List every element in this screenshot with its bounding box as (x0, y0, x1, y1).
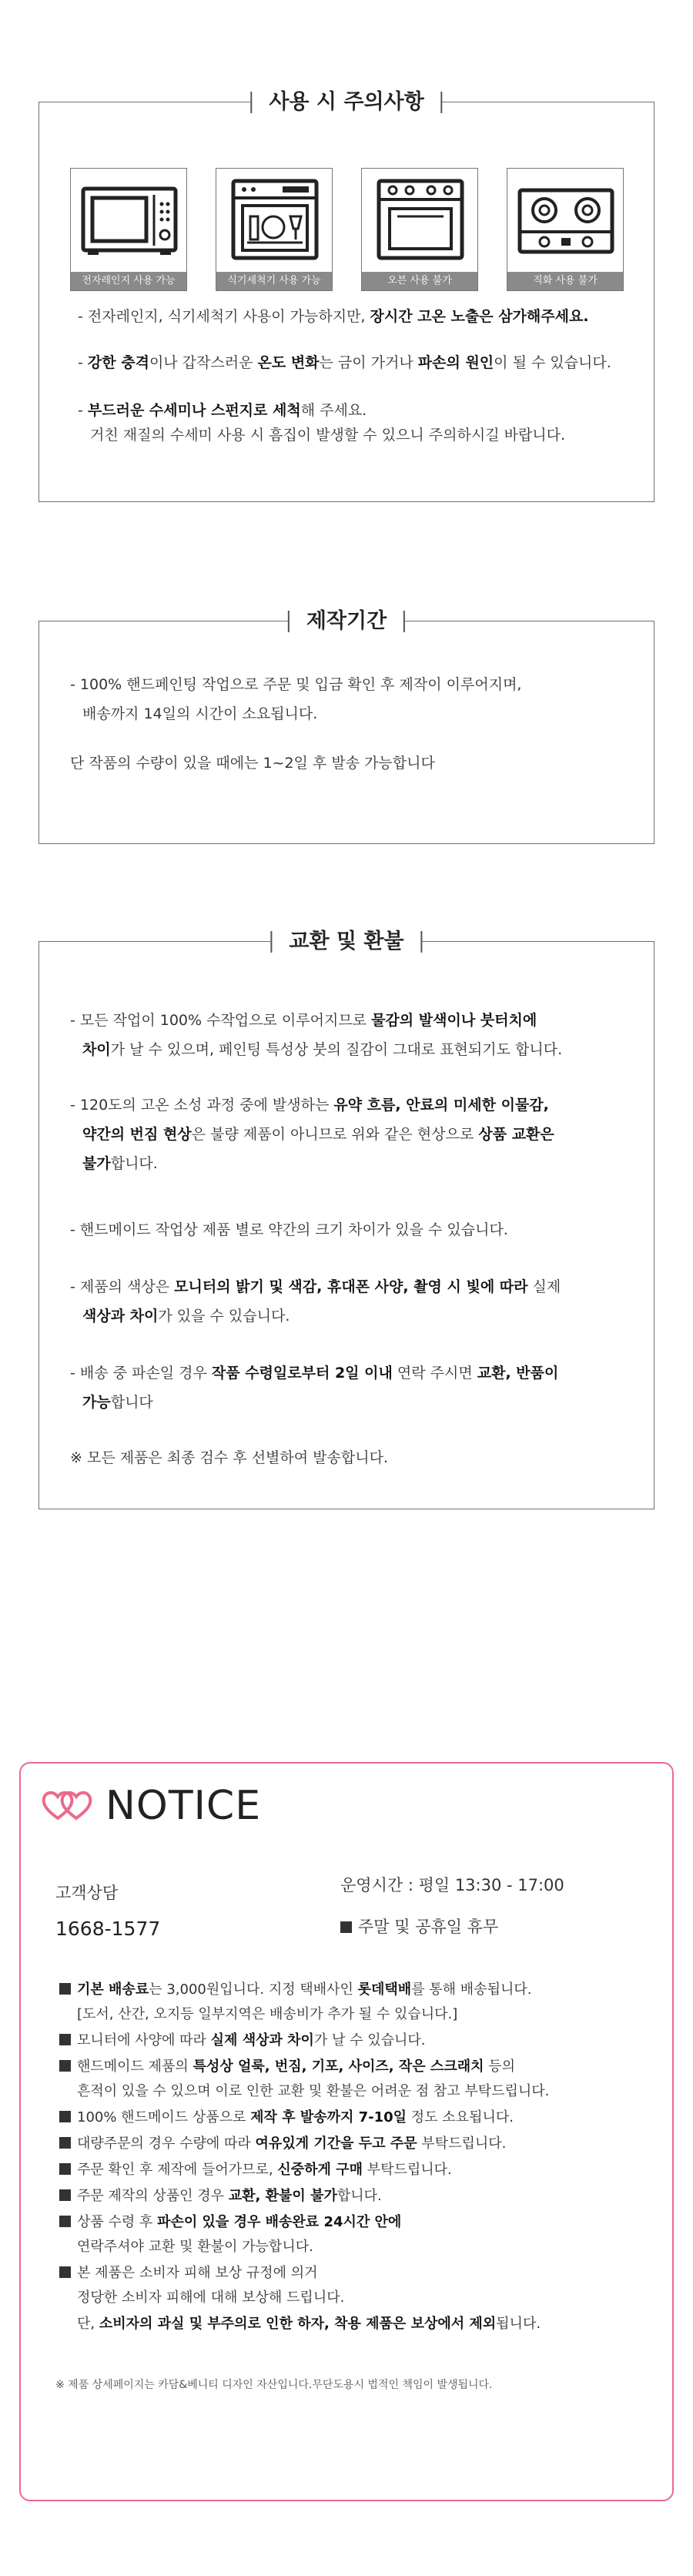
notice-text: 됩니다. (496, 2316, 541, 2332)
notice-text: 가 날 수 있습니다. (313, 2032, 426, 2048)
caution-line-3-text: 해 주세요. (300, 402, 367, 419)
notice-bold: 소비자의 과실 및 부주의로 인한 하자, 착용 제품은 보상에서 제외 (99, 2316, 497, 2332)
caution-line-2-bold: 온도 변화 (257, 354, 320, 371)
notice-bold: 파손이 있을 경우 배송완료 24시간 안에 (157, 2214, 402, 2230)
exchange-text: 은 불량 제품이 아니므로 위와 같은 현상으로 (191, 1126, 479, 1143)
microwave-icon (80, 178, 179, 261)
exchange-bold: 유약 흐름, 안료의 미세한 이물감, (333, 1097, 549, 1114)
exchange-text: 실제 (527, 1278, 561, 1295)
notice-text: 핸드메이드 제품의 (77, 2058, 193, 2075)
bullet-icon (59, 2060, 71, 2072)
notice-bold: 특성상 얼룩, 번짐, 기포, 사이즈, 작은 스크래치 (192, 2058, 484, 2075)
notice-text: 정당한 소비자 피해에 대해 보상해 드립니다. (77, 2290, 345, 2306)
bullet-icon (340, 1921, 352, 1933)
caution-line-2-bold: 파손의 원인 (417, 354, 494, 371)
caution-line-1 (78, 304, 589, 329)
exchange-bold: 모니터의 밝기 및 색감, 휴대폰 사양, 촬영 시 빛에 따라 (174, 1278, 528, 1295)
notice-text: 본 제품은 소비자 피해 보상 규정에 의거 (77, 2265, 318, 2281)
double-heart-icon (41, 1789, 95, 1823)
oven-card (361, 168, 478, 291)
notice-text: [도서, 산간, 오지등 일부지역은 배송비가 추가 될 수 있습니다.] (77, 2006, 458, 2022)
caution-line-2-bold: 강한 충격 (87, 354, 149, 371)
production-line-1: - 100% 핸드페인팅 작업으로 주문 및 입금 확인 후 제작이 이루어지며, (70, 676, 522, 693)
microwave-label: 전자레인지 사용 가능 (71, 272, 186, 290)
caution-section (38, 90, 654, 502)
caution-line-2-text: - (78, 354, 88, 371)
bullet-icon (59, 2189, 71, 2201)
notice-text: 100% 핸드메이드 상품으로 (77, 2109, 251, 2125)
notice-bold: 제작 후 발송까지 7-10일 (250, 2109, 407, 2125)
cs-label: 고객상담 (55, 1884, 119, 1902)
notice-bold: 여유있게 기간을 두고 주문 (255, 2136, 417, 2152)
exchange-title: 교환 및 환불 (270, 926, 422, 957)
exchange-section (38, 930, 654, 1509)
notice-text: 상품 수령 후 (77, 2214, 158, 2230)
bullet-icon (59, 2163, 71, 2175)
exchange-p4-line2 (82, 1304, 290, 1328)
exchange-bold: 물감의 발색이나 붓터치에 (371, 1012, 537, 1029)
production-section (38, 609, 654, 844)
notice-item (59, 2132, 506, 2156)
notice-item (77, 2079, 549, 2104)
notice-text: 는 3,000원입니다. 지정 택배사인 (149, 1981, 358, 1998)
bullet-icon (59, 2111, 71, 2122)
notice-text: 부탁드립니다. (417, 2136, 507, 2152)
notice-bold: 실제 색상과 차이 (210, 2032, 314, 2048)
caution-line-2 (78, 350, 611, 375)
exchange-text: - 120도의 고온 소성 과정 중에 발생하는 (70, 1097, 334, 1114)
notice-item (77, 2312, 541, 2336)
holiday-notice (340, 1914, 498, 1938)
exchange-text: 가 날 수 있으며, 페인팅 특성상 붓의 질감이 그대로 표현되기도 합니다. (110, 1041, 563, 1058)
exchange-text: 가 있을 수 있습니다. (158, 1308, 290, 1325)
notice-text: 를 통해 배송됩니다. (411, 1981, 532, 1998)
dishwasher-card (216, 168, 333, 291)
exchange-p5-line1 (70, 1361, 558, 1385)
notice-bold: 롯데택배 (357, 1981, 412, 1998)
notice-text: 부탁드립니다. (362, 2162, 452, 2178)
notice-item (77, 2235, 313, 2259)
caution-line-1-text: - 전자레인지, 식기세척기 사용이 가능하지만, (78, 308, 370, 325)
notice-item (59, 2028, 426, 2053)
dishwasher-icon (226, 178, 324, 261)
notice-text: 합니다. (336, 2188, 382, 2204)
notice-item (59, 1978, 531, 2002)
notice-text: 정도 소요됩니다. (407, 2109, 514, 2125)
notice-item (59, 2184, 382, 2209)
notice-text: 모니터에 사양에 따라 (77, 2032, 211, 2048)
exchange-p5-line2 (82, 1390, 153, 1415)
notice-footnote: ※ 제품 상세페이지는 카담&베니티 디자인 자산입니다.무단도용시 법적인 책임이 발생됩니다. (55, 2379, 493, 2391)
production-line-2: 배송까지 14일의 시간이 소요됩니다. (82, 705, 318, 722)
bullet-icon (59, 2266, 71, 2278)
exchange-p2-line2 (82, 1122, 554, 1147)
gas-stove-card (507, 168, 624, 291)
gas-stove-label: 직화 사용 불가 (507, 272, 623, 290)
notice-title: NOTICE (105, 1783, 262, 1829)
caution-line-3-text: - (78, 402, 88, 419)
notice-item (59, 2105, 514, 2130)
exchange-text: - 제품의 색상은 (70, 1278, 175, 1295)
notice-text: 주문 제작의 상품인 경우 (77, 2188, 229, 2204)
bullet-icon (59, 1983, 71, 1995)
notice-bold: 교환, 환불이 불가 (228, 2188, 337, 2204)
exchange-bold: 상품 교환은 (478, 1126, 554, 1143)
exchange-bold: 차이 (82, 1041, 111, 1058)
notice-item (77, 2286, 344, 2310)
exchange-bold: 약간의 번짐 현상 (82, 1126, 192, 1143)
exchange-text: - 모든 작업이 100% 수작업으로 이루어지므로 (70, 1012, 372, 1029)
notice-text: 흔적이 있을 수 있으며 이로 인한 교환 및 환불은 어려운 점 참고 부탁드립니다. (77, 2083, 550, 2099)
exchange-p2-line1 (70, 1093, 549, 1117)
exchange-bold: 작품 수령일로부터 2일 이내 (211, 1365, 393, 1382)
exchange-text: 합니다. (110, 1155, 158, 1172)
microwave-card (70, 168, 187, 291)
oven-label: 오븐 사용 불가 (362, 272, 477, 290)
caution-line-2-text: 이나 갑작스러운 (149, 354, 258, 371)
notice-item (59, 2055, 515, 2079)
caution-line-1-bold: 장시간 고온 노출은 삼가해주세요. (370, 308, 589, 325)
notice-text: 주문 확인 후 제작에 들어가므로, (77, 2162, 278, 2178)
bullet-icon (59, 2137, 71, 2149)
notice-bold: 신중하게 구매 (277, 2162, 363, 2178)
business-hours: 운영시간 : 평일 13:30 - 17:00 (340, 1876, 564, 1894)
oven-icon (371, 178, 470, 261)
usage-icons (70, 168, 624, 299)
exchange-p3: - 핸드메이드 작업상 제품 별로 약간의 크기 차이가 있을 수 있습니다. (70, 1221, 508, 1238)
notice-item (59, 2210, 401, 2235)
notice-item (59, 2261, 318, 2286)
caution-line-4-text: 거친 재질의 수세미 사용 시 흠집이 발생할 수 있으니 주의하시길 바랍니다. (90, 427, 566, 444)
notice-bold: 기본 배송료 (77, 1981, 149, 1998)
exchange-text: 연락 주시면 (392, 1365, 477, 1382)
exchange-bold: 가능 (82, 1394, 111, 1411)
notice-item (77, 2002, 457, 2027)
holiday-text: 주말 및 공휴일 휴무 (358, 1918, 499, 1936)
exchange-bold: 교환, 반품이 (477, 1365, 559, 1382)
notice-text: 연락주셔야 교환 및 환불이 가능합니다. (77, 2239, 313, 2255)
caution-line-2-text: 이 될 수 있습니다. (494, 354, 611, 371)
exchange-bold: 색상과 차이 (82, 1308, 159, 1325)
gas-stove-icon (517, 178, 615, 261)
exchange-text: 합니다 (110, 1394, 153, 1411)
exchange-p2-line3 (82, 1151, 158, 1176)
exchange-p4-line1 (70, 1275, 561, 1299)
notice-section (19, 1762, 674, 2501)
caution-title: 사용 시 주의사항 (250, 87, 442, 118)
dishwasher-label: 식기세척기 사용 가능 (216, 272, 332, 290)
notice-item (59, 2158, 452, 2182)
exchange-p1-line2 (82, 1037, 562, 1062)
exchange-text: - 배송 중 파손일 경우 (70, 1365, 212, 1382)
notice-text: 단, (77, 2316, 99, 2332)
caution-line-3-bold: 부드러운 수세미나 스펀지로 세척 (87, 402, 301, 419)
production-title: 제작기간 (288, 606, 405, 637)
cs-phone: 1668-1577 (55, 1918, 161, 1940)
bullet-icon (59, 2216, 71, 2227)
exchange-bold: 불가 (82, 1155, 111, 1172)
notice-text: 등의 (484, 2058, 515, 2075)
production-line-3: 단 작품의 수량이 있을 때에는 1~2일 후 발송 가능합니다 (70, 755, 435, 772)
bullet-icon (59, 2034, 71, 2045)
caution-line-2-text: 는 금이 가거나 (319, 354, 418, 371)
caution-line-4 (90, 423, 565, 447)
notice-header (41, 1771, 349, 1841)
exchange-p1-line1 (70, 1008, 537, 1033)
caution-line-3 (78, 398, 367, 423)
exchange-p6: ※ 모든 제품은 최종 검수 후 선별하여 발송합니다. (70, 1449, 388, 1466)
notice-text: 대량주문의 경우 수량에 따라 (77, 2136, 256, 2152)
